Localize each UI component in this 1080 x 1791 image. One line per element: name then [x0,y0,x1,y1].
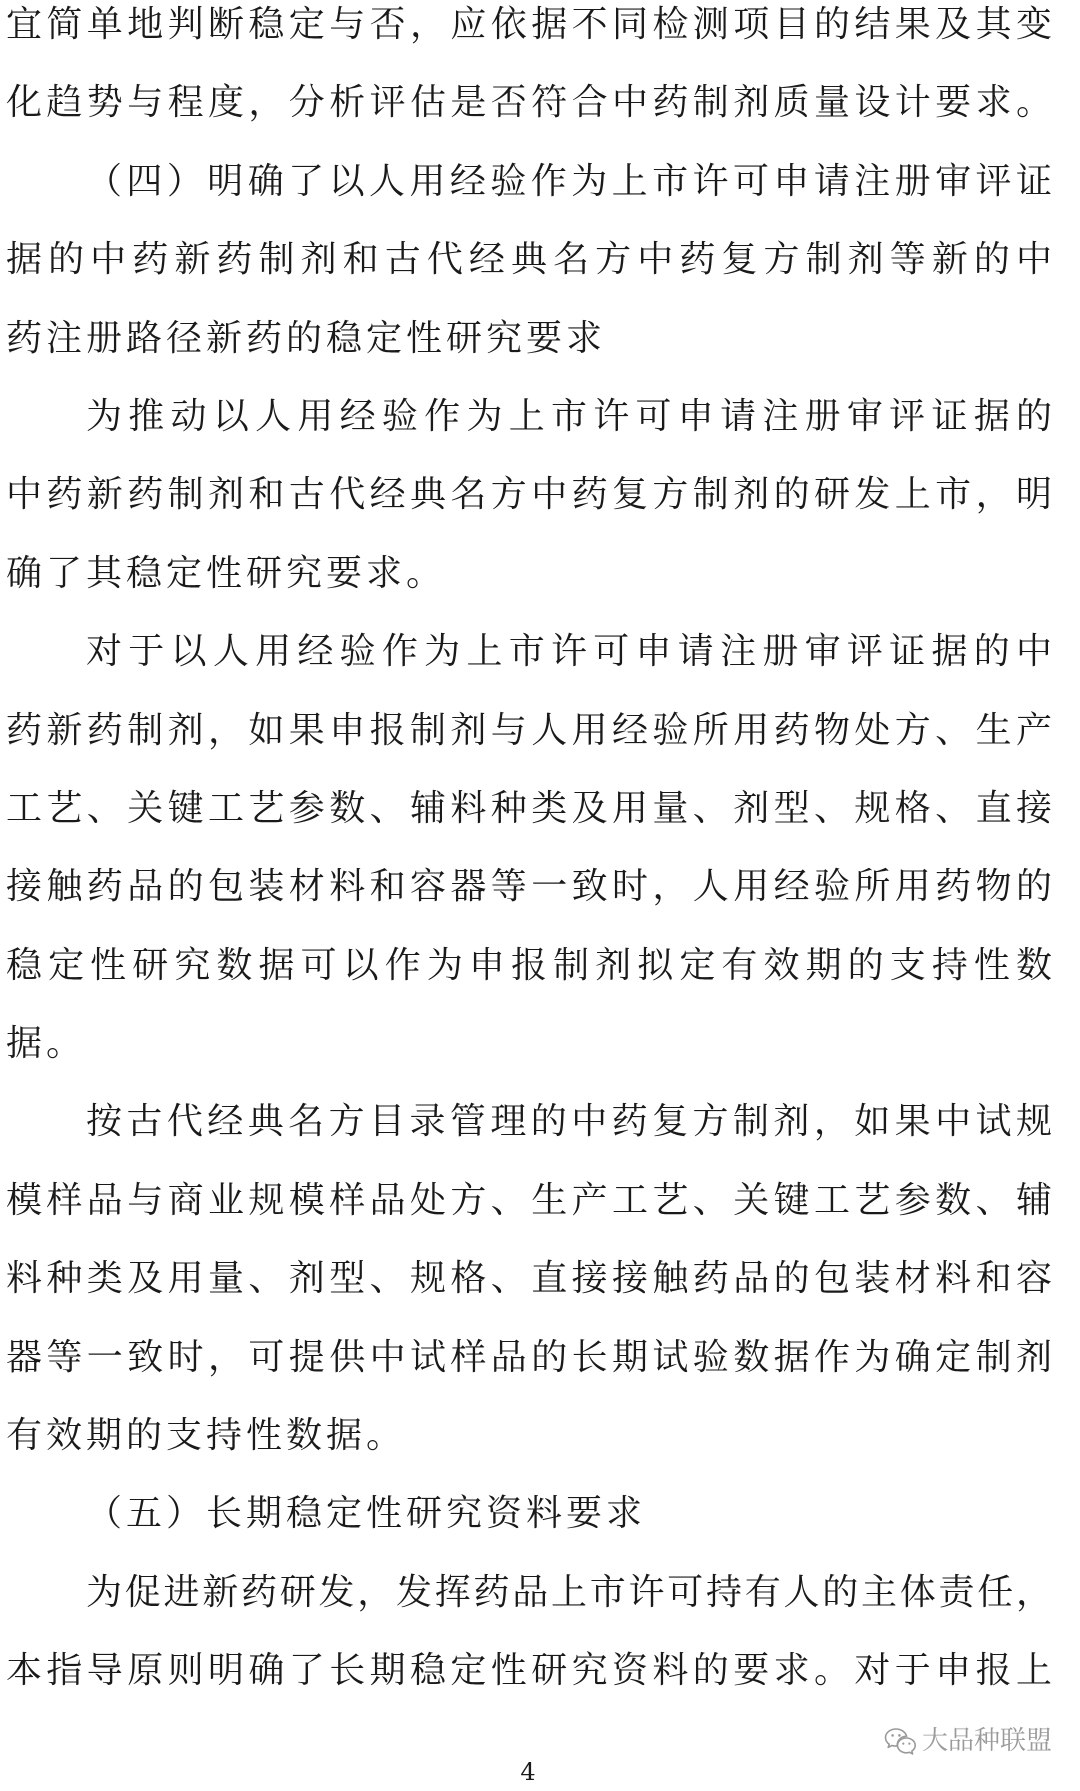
watermark [884,1724,1052,1758]
text-line: 稳定性研究数据可以作为申报制剂拟定有效期的支持性数 [6,944,1052,986]
text-line: 为推动以人用经验作为上市许可申请注册审评证据的 [86,395,1052,437]
watermark-text: 大品种联盟 [922,1726,1053,1756]
text-line: 为促进新药研发，发挥药品上市许可持有人的主体责任， [86,1571,1052,1613]
text-line: 器等一致时，可提供中试样品的长期试验数据作为确定制剂 [6,1336,1052,1378]
heading-line: （五）长期稳定性研究资料要求 [86,1493,647,1535]
heading-line: （四）明确了以人用经验作为上市许可申请注册审评证 [86,160,1052,202]
section-heading [6,143,1052,378]
text-line: 按古代经典名方目录管理的中药复方制剂，如果中试规 [86,1101,1052,1143]
text-line: 料种类及用量、剂型、规格、直接接触药品的包装材料和容 [6,1258,1052,1300]
text-line: 确了其稳定性研究要求。 [6,552,447,594]
heading-line: 药注册路径新药的稳定性研究要求 [6,317,607,359]
text-line: 宜简单地判断稳定与否，应依据不同检测项目的结果及其变 [6,4,1052,45]
text-line: 工艺、关键工艺参数、辅料种类及用量、剂型、规格、直接 [6,787,1052,829]
wechat-icon [884,1727,916,1755]
section-heading [6,1475,1052,1553]
text-line: 模样品与商业规模样品处方、生产工艺、关键工艺参数、辅 [6,1179,1052,1221]
body-paragraph [6,613,1052,1083]
document-body [6,0,1052,1711]
text-line: 药新药制剂，如果申报制剂与人用经验所用药物处方、生产 [6,709,1052,751]
text-line: 化趋势与程度，分析评估是否符合中药制剂质量设计要求。 [6,82,1052,124]
heading-line: 据的中药新药制剂和古代经典名方中药复方制剂等新的中 [6,239,1052,281]
text-line: 接触药品的包装材料和容器等一致时，人用经验所用药物的 [6,866,1052,908]
text-line: 据。 [6,1023,87,1065]
body-paragraph [6,0,1052,143]
body-paragraph [6,1083,1052,1475]
text-line: 中药新药制剂和古代经典名方中药复方制剂的研发上市，明 [6,474,1052,516]
page-number: 4 [520,1758,536,1786]
text-line: 本指导原则明确了长期稳定性研究资料的要求。对于申报上 [6,1650,1052,1692]
body-paragraph [6,1554,1052,1711]
text-line: 对于以人用经验作为上市许可申请注册审评证据的中 [86,631,1052,673]
body-paragraph [6,378,1052,613]
text-line: 有效期的支持性数据。 [6,1415,407,1457]
